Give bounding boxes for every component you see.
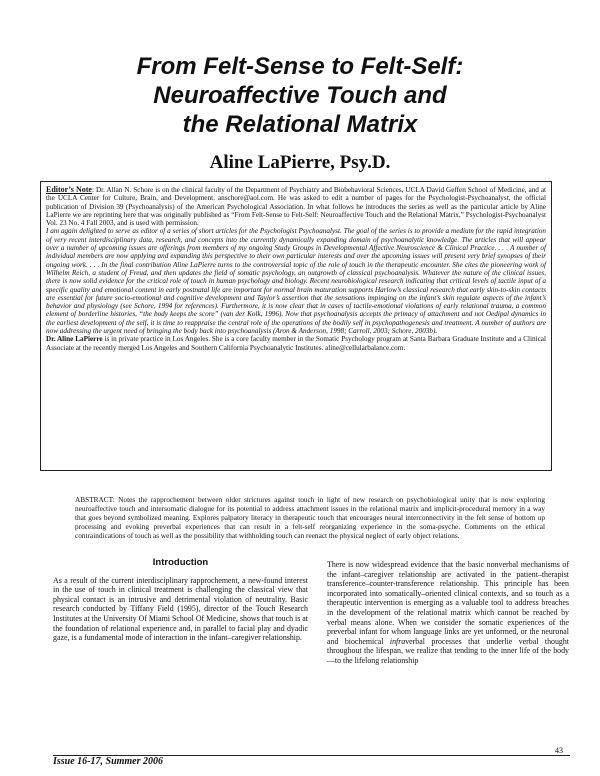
abstract-label: ABSTRACT	[75, 495, 113, 504]
right-paragraph-part-a: There is now widespread evidence that the basic nonverbal mechanisms of the infant–caregiver relationship are activated in the patient–therapist transference–counter-transference relationship. This principle has been incorporated into somatically–oriented clinical contexts, and so touch as a therapeutic intervention is emerging as a valuable tool to address breaches in the development of the relational matrix which cannot be reached by verbal means alone. When we consider the somatic experiences of the preverbal infant for whom language links are yet unformed, or the neuronal and biochemical	[327, 560, 569, 646]
article-title	[40, 52, 560, 139]
page-number: 43	[555, 746, 563, 755]
author-bio-text: is in private practice in Los Angeles. She is a core faculty member in the Somatic Psychology program at Santa Barbara Graduate Institute and a Clinical Associate at the recently merged Los Angeles and Southern California Psychoanalytic Institutes. aline@cellularbalance.com.	[46, 335, 546, 352]
introduction-paragraph: As a result of the current interdisciplinary rapprochement, a new-found interest in the use of touch in clinical treatment is challenging the classical view that physical contact is an intrusive and detrimental violation of neutrality. Basic research conducted by Tiffany Field (1995), director of the Touch Research Institutes at the University Of Miami School Of Medicine, shows that touch is at the foundation of relational experience and, in parallel to facial play and dyadic gaze, is a fundamental mode of interaction in the infant–caregiver relationship.	[53, 575, 308, 643]
editors-note-label: Editor’s Note	[46, 185, 92, 194]
right-paragraph-part-b: verbal processes that underlie verbal thought throughout the lifespan, we realize that tending to the inner life of the body—to the lifelong relationship	[327, 636, 569, 665]
editors-note-box	[40, 181, 552, 471]
abstract-text: : Notes the rapprochement between older strictures against touch in light of new research on psychobiological unity that is now exploring neuroaffective touch and intersomatic dialogue for its potential to address attachment issues in the relational matrix and implicit-procedural memory in a way that goes beyond symbolized meaning. Explores palpatory literacy in therapeutic touch that encourages neural interconnectivity in the felt sense of bottom up processing and evoking preverbal experiences that can result in a felt-self reorganizing experience in the soma-psyche. Comments on the ethical contraindications of touch as well as the possibility that withholding touch can reenact the physical neglect of early object relations.	[75, 495, 545, 540]
right-column	[327, 560, 569, 666]
author-name: Aline LaPierre, Psy.D.	[209, 152, 391, 173]
abstract	[75, 496, 545, 541]
issue-footer: Issue 16-17, Summer 2006	[53, 756, 164, 767]
left-column	[53, 558, 308, 643]
title-line-2: Neuroaffective Touch and	[153, 82, 447, 109]
editors-note-body: I am again delighted to serve as editor of a series of short articles for the Psychologist Psychoanalyst. The goal of the series is to provide a medium for the rapid integration of very recent interdisciplinary data, research, and concepts into the currently dynamically expanding domain of psychoanalytic knowledge. The articles that will appear over a number of upcoming issues are offerings from members of my ongoing Study Groups in Developmental Affective Neuroscience & Clinical Practice. . . . A number of individual members are now applying and expanding this perspective to their own particular interests and over the upcoming issues will present very brief synopses of their ongoing work. . . . In the final contribution Aline LaPierre turns to the controversial topic of the role of touch in the therapeutic encounter. She cites the pioneering work of Wilhelm Reich, a student of Freud, and then updates the field of somatic psychology, an outgrowth of classical psychoanalysis. Whatever the nature of the clinical issues, there is now solid evidence for the critical role of touch in human psychology and biology. Recent neurobiological research indicating that critical levels of tactile input of a specific quality and emotional content in early postnatal life are important for normal brain maturation supports Harlow’s classical research that early skin-to-skin contacts are essential for future socio-emotional and cognitive development and Taylor’s assertion that the sensations impinging on the infant’s skin regulate aspects of the infant’s behavior and physiology (see Schore, 1994 for references). Furthermore, it is now clear that in cases of tactile-emotional violations of early relational trauma, a common element of borderline histories, “the body keeps the score” (van der Kolk, 1996). Now that psychoanalysis accepts the primacy of attachment and not Oedipal dynamics in the earliest development of the self, it is time to reappraise the central role of the operations of the bodily self in psychopathogenesis and treatment. A number of authors are now addressing the urgent need of bringing the body back into psychoanalysis (Aron & Anderson, 1998; Carroll, 2003; Schore, 2003b).	[46, 227, 546, 336]
title-line-1: From Felt-Sense to Felt-Self:	[136, 53, 464, 80]
title-line-3: the Relational Matrix	[182, 111, 418, 138]
author-bio-name: Dr. Aline LaPierre	[46, 335, 103, 344]
introduction-heading: Introduction	[152, 557, 209, 568]
right-paragraph-italic: infra	[389, 636, 406, 646]
editors-note-intro: : Dr. Allan N. Schore is on the clinical faculty of the Department of Psychiatry and Biobehavioral Sciences, UCLA David Geffen School of Medicine, and at the UCLA Center for Culture, Brain, and Development. anschore@aol.com. He was asked to edit a number of pages for the Psychologist-Psychoanalyst, the official publication of Division 39 (Psychoanalysis) of the American Psychological Association. In what follows he introduces the series as well as the particular article by Aline LaPierre we are reprinting here that was originally published as “From Felt-Sense to Felt-Self: Neuroaffective Touch and the Relational Matrix,” Psychologist-Psychoanalyst Vol. 23 No. 4 Fall 2003, and is used with permission.	[46, 186, 546, 228]
right-column-paragraph	[327, 560, 569, 666]
